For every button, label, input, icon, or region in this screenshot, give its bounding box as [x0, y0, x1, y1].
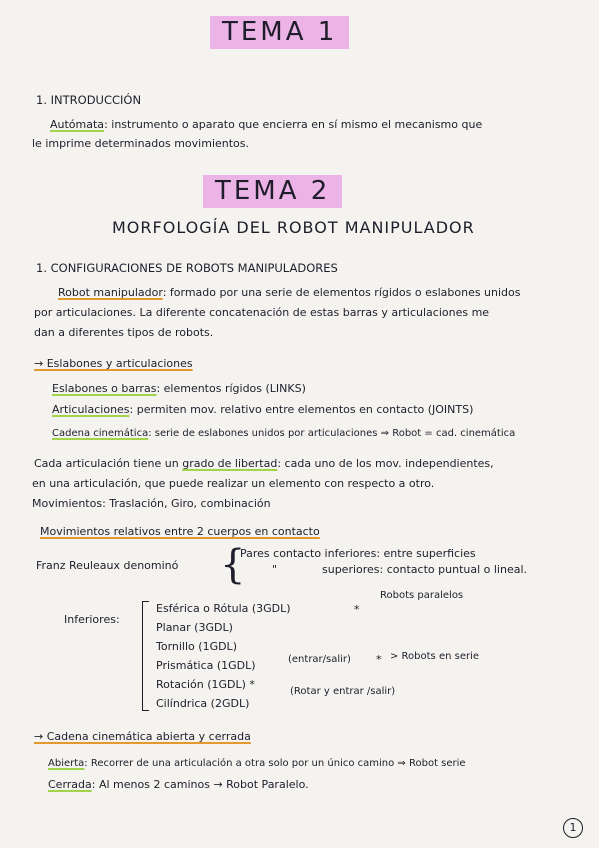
pares-inferiores-term: Pares contacto inferiores: [240, 547, 377, 560]
cadena-definition: : serie de eslabones unidos por articulaciones ⇒ Robot = cad. cinemática: [148, 428, 516, 439]
grado-line1-c: : cada uno de los mov. independientes,: [277, 457, 494, 470]
page-number: 1: [563, 818, 583, 838]
automata-definition: : instrumento o aparato que encierra en sí mismo el mecanismo que: [104, 118, 483, 131]
abierta-definition: : Recorrer de una articulación a otra solo por un único camino ⇒ Robot serie: [84, 758, 466, 769]
pares-superiores-def: : contacto puntual o lineal.: [379, 563, 528, 576]
config-line1: [58, 287, 521, 299]
grado-term: grado de libertad: [182, 457, 278, 470]
tema1-heading: TEMA 1: [210, 16, 349, 49]
intro-line1: [50, 119, 482, 131]
automata-term: Autómata: [50, 118, 105, 131]
config-line2: por articulaciones. La diferente concatenación de estas barras y articulaciones me: [34, 306, 490, 319]
abierta-term: Abierta: [48, 758, 85, 769]
intro-line2: le imprime determinados movimientos.: [32, 137, 250, 150]
cadena-term: Cadena cinemática: [52, 428, 149, 439]
inferior-item: Prismática (1GDL): [156, 659, 256, 672]
inferiores-label: Inferiores:: [64, 613, 120, 626]
robots-paralelos-note: Robots paralelos: [380, 590, 464, 601]
articulaciones-definition: : permiten mov. relativo entre elementos en contacto (JOINTS): [129, 403, 474, 416]
entrar-salir-note: (entrar/salir): [288, 654, 351, 665]
pares-superiores-term: superiores: [322, 563, 380, 576]
grado-line3: Movimientos: Traslación, Giro, combinación: [32, 497, 271, 510]
grado-line2: en una articulación, que puede realizar un elemento con respecto a otro.: [32, 477, 435, 490]
pares-superiores: [322, 564, 527, 576]
intro-heading: 1. INTRODUCCIÓN: [36, 93, 142, 107]
eslabones-line2: [52, 404, 473, 416]
inferiores-bracket: [142, 601, 149, 711]
pares-inferiores-def: : entre superficies: [376, 547, 476, 560]
inferior-item: Esférica o Rótula (3GDL): [156, 602, 291, 615]
inferior-item: Tornillo (1GDL): [156, 640, 237, 653]
cerrada-term: Cerrada: [48, 778, 92, 791]
pares-inferiores: [240, 548, 476, 560]
eslabones-definition: : elementos rígidos (LINKS): [156, 382, 306, 395]
tema2-heading: TEMA 2: [203, 175, 342, 208]
eslabones-line3: [52, 428, 515, 439]
robots-serie-note: > Robots en serie: [390, 651, 480, 662]
inferior-item: Rotación (1GDL) *: [156, 678, 255, 691]
config-line3: dan a diferentes tipos de robots.: [34, 326, 214, 339]
grado-line1: [34, 458, 494, 470]
cerrada-line: [48, 779, 309, 791]
articulaciones-term: Articulaciones: [52, 403, 130, 416]
cerrada-definition: : Al menos 2 caminos → Robot Paralelo.: [91, 778, 309, 791]
movimientos-heading-text: Movimientos relativos entre 2 cuerpos en contacto: [40, 525, 320, 538]
movimientos-heading: [40, 526, 320, 538]
eslabones-term: Eslabones o barras: [52, 382, 157, 395]
franz-label: Franz Reuleaux denominó: [36, 559, 179, 572]
eslabones-heading: [34, 358, 193, 370]
grado-line1-a: Cada articulación tiene un: [34, 457, 183, 470]
abierta-line: [48, 758, 466, 769]
cadena-heading: [34, 731, 251, 743]
config-heading: 1. CONFIGURACIONES DE ROBOTS MANIPULADORES: [36, 261, 338, 275]
rotar-note: (Rotar y entrar /salir): [290, 686, 396, 697]
cadena-heading-text: → Cadena cinemática abierta y cerrada: [34, 730, 251, 743]
paralelos-star: *: [354, 603, 360, 616]
inferior-item: Cilíndrica (2GDL): [156, 697, 250, 710]
inferior-item: Planar (3GDL): [156, 621, 233, 634]
ditto-mark: ": [272, 563, 278, 576]
page-title: MORFOLOGÍA DEL ROBOT MANIPULADOR: [112, 218, 475, 237]
franz-brace: {: [220, 542, 246, 588]
eslabones-line1: [52, 383, 306, 395]
serie-star: *: [376, 653, 382, 666]
robot-manipulador-definition: : formado por una serie de elementos rígidos o eslabones unidos: [162, 286, 521, 299]
eslabones-heading-text: → Eslabones y articulaciones: [34, 357, 193, 370]
robot-manipulador-term: Robot manipulador: [58, 286, 163, 299]
